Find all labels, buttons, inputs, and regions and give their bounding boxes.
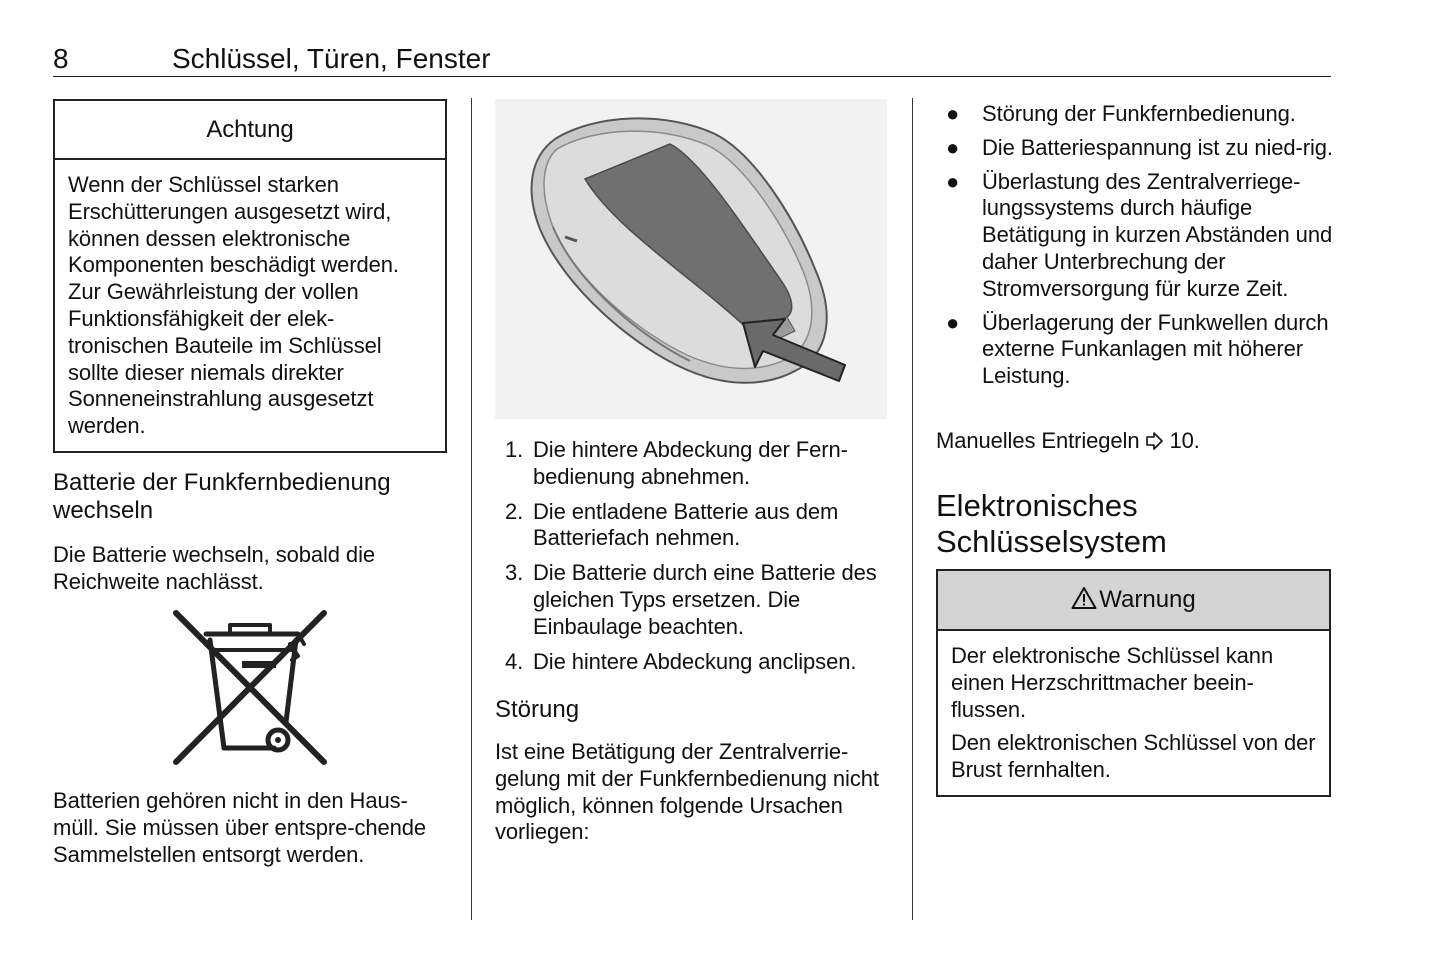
bullet-text: Überlagerung der Funkwellen durch externe Funkanlagen mit höherer Leistung.: [982, 309, 1329, 389]
step-text: Die hintere Abdeckung der Fern-bedienung abnehmen.: [533, 437, 848, 489]
fault-heading: Störung: [495, 696, 580, 723]
step-number: 2.: [505, 498, 524, 524]
page-number: 8: [53, 43, 69, 74]
warning-box: [936, 569, 1331, 797]
bullet-text: Überlastung des Zentralverriege-lungssystems durch häufige Betätigung in kurzen Abständen und daher Unterbrechung der Stromversorgung für kurze Zeit.: [982, 168, 1333, 301]
battery-intro: Die Batterie wechseln, sobald die Reichweite nachlässt.: [53, 542, 375, 594]
step-text: Die Batterie durch eine Batterie des gleichen Typs ersetzen. Die Einbaulage beachten.: [533, 560, 877, 639]
warning-paragraph: Den elektronischen Schlüssel von der Brust fernhalten.: [951, 730, 1316, 783]
list-item: [936, 135, 1336, 162]
step-number: 4.: [505, 648, 524, 674]
warning-title: Warnung: [1099, 586, 1196, 613]
cause-list: [936, 101, 1336, 397]
caution-box: [53, 99, 447, 453]
warning-paragraph: Der elektronische Schlüssel kann einen Herzschrittmacher beein-flussen.: [951, 643, 1274, 722]
manual-unlock-page-ref[interactable]: 10.: [1169, 428, 1200, 453]
step-text: Die entladene Batterie aus dem Batteriefach nehmen.: [533, 498, 839, 551]
list-item: [495, 560, 905, 640]
warning-triangle-icon: [1071, 586, 1097, 615]
list-item: [936, 101, 1336, 128]
bullet-text: Störung der Funkfernbedienung.: [982, 101, 1296, 126]
fault-text: Ist eine Betätigung der Zentralverrie-gelung mit der Funkfernbedienung nicht möglich, können folgende Ursachen vorliegen:: [495, 739, 879, 845]
warning-header: [938, 571, 1329, 631]
manual-unlock-line: [936, 428, 1336, 457]
header-rule: [53, 76, 1331, 77]
bullet: ●: [946, 101, 960, 126]
bullet-text: Die Batteriespannung ist zu nied-rig.: [982, 134, 1333, 160]
page-reference-arrow-icon[interactable]: [1145, 430, 1163, 457]
list-item: [936, 310, 1336, 390]
disposal-text: Batterien gehören nicht in den Haus-müll. Sie müssen über entspre-chende Sammelstellen entsorgt werden.: [53, 788, 427, 867]
page-title: Schlüssel, Türen, Fenster: [172, 43, 491, 74]
caution-title: Achtung: [55, 101, 445, 160]
list-item: [936, 169, 1336, 303]
section-heading: Elektronisches Schlüsselsystem: [936, 488, 1167, 559]
steps-list: [495, 437, 905, 683]
step-number: 3.: [505, 560, 524, 586]
battery-heading: Batterie der Funkfernbedienung wechseln: [53, 469, 391, 524]
column-divider-2: [912, 98, 913, 920]
bullet: ●: [946, 134, 960, 160]
step-number: 1.: [505, 437, 524, 462]
step-text: Die hintere Abdeckung anclipsen.: [533, 648, 857, 674]
crossed-out-wheelie-bin-icon: [170, 610, 330, 766]
manual-unlock-text: Manuelles Entriegeln: [936, 428, 1140, 453]
key-fob-image: [495, 99, 887, 419]
list-item: [495, 649, 905, 676]
caution-text: Wenn der Schlüssel starken Erschütterungen ausgesetzt wird, können dessen elektronische Komponenten beschädigt werden. Zur Gewährleistung der vollen Funktionsfähigkeit der elek-tronischen Bauteile im Schlüssel sollte dieser niemals direkter Sonneneinstrahlung ausgesetzt werden.: [68, 172, 399, 439]
list-item: [495, 437, 905, 491]
list-item: [495, 499, 905, 553]
bullet: ●: [946, 309, 960, 335]
column-divider-1: [471, 98, 472, 920]
bullet: ●: [946, 168, 960, 194]
